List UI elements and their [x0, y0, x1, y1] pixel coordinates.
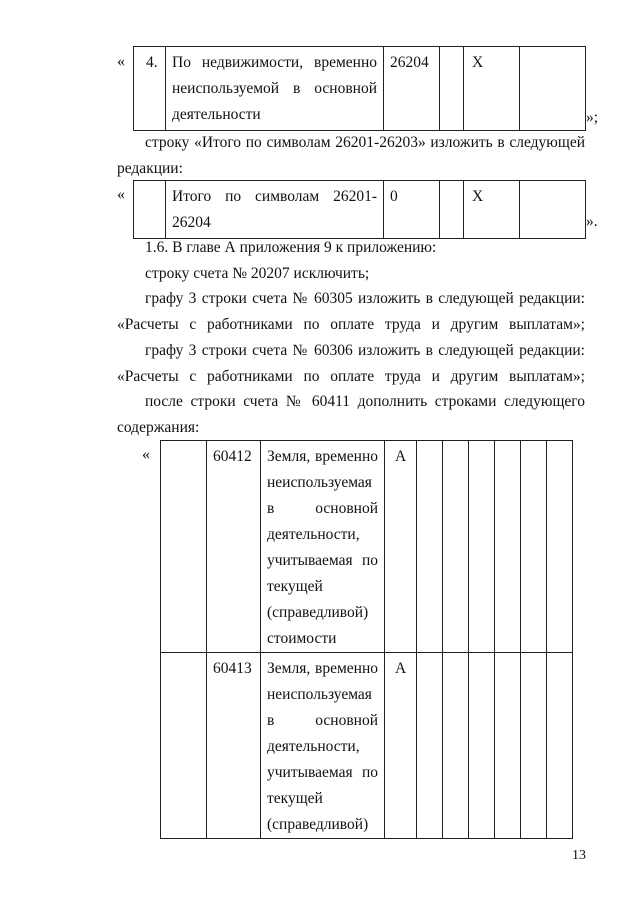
- t3-account-cell: [207, 441, 261, 653]
- table-2: [133, 180, 586, 239]
- t1-mark: Х: [472, 54, 484, 71]
- t3-account-cell: [207, 653, 261, 839]
- t3-name-line: неиспользуемая: [267, 474, 372, 491]
- t3-empty-cell: [161, 441, 207, 653]
- paragraph-line: «Расчеты с работниками по оплате труда и другим выплатам»;: [117, 368, 585, 385]
- table-3: [160, 440, 573, 839]
- t2-desc-cell: [166, 181, 384, 239]
- paragraph-5: [117, 338, 585, 390]
- t3-name-cell: [261, 653, 385, 839]
- t3-name-line: текущей: [267, 790, 323, 807]
- t3-empty-cell: [521, 441, 547, 653]
- t1-empty-cell: [440, 47, 464, 131]
- t2-empty-cell: [440, 181, 464, 239]
- t3-name-line: в основной: [267, 712, 378, 729]
- t3-empty-cell: [521, 653, 547, 839]
- t2-empty-cell: [134, 181, 166, 239]
- t3-empty-cell: [469, 653, 495, 839]
- t2-empty-cell: [520, 181, 586, 239]
- t3-name-line: учитываемая по: [267, 552, 378, 569]
- paragraph-4: [117, 286, 585, 338]
- t3-name-line: стоимости: [267, 630, 337, 647]
- t3-name-line: учитываемая по: [267, 764, 378, 781]
- paragraph-line: графу 3 строки счета № 60305 изложить в следующей редакции:: [145, 290, 585, 307]
- paragraph-line: после строки счета № 60411 дополнить строками следующего: [145, 393, 585, 410]
- table-1: [133, 46, 586, 131]
- paragraph-3: строку счета № 20207 исключить;: [145, 265, 370, 282]
- t2-value: 0: [390, 188, 398, 205]
- t2-desc-line: Итого по символам 26201-: [172, 188, 377, 205]
- paragraph-line: «Расчеты с работниками по оплате труда и другим выплатам»;: [117, 316, 585, 333]
- t1-empty-cell: [520, 47, 586, 131]
- t3-type: А: [395, 660, 407, 677]
- t3-type-cell: [385, 653, 417, 839]
- t3-type: А: [395, 448, 407, 465]
- t3-empty-cell: [469, 441, 495, 653]
- quote-open-3: «: [142, 446, 150, 463]
- t1-desc-line: неиспользуемой в основной: [172, 80, 377, 97]
- t1-mark-cell: [464, 47, 520, 131]
- t3-empty-cell: [443, 441, 469, 653]
- quote-close-2: ».: [586, 213, 598, 230]
- t3-empty-cell: [495, 441, 521, 653]
- t3-empty-cell: [547, 441, 573, 653]
- t2-mark: Х: [472, 188, 484, 205]
- paragraph-line: содержания:: [117, 419, 200, 436]
- paragraph-1: [117, 130, 585, 182]
- t2-desc-line: 26204: [172, 214, 211, 231]
- t3-account: 60412: [213, 448, 252, 465]
- t3-name-line: (справедливой): [267, 604, 369, 621]
- t1-desc-cell: [166, 47, 384, 131]
- t1-num-cell: [134, 47, 166, 131]
- table-row: [161, 653, 573, 839]
- page-number: 13: [572, 848, 586, 863]
- t3-name-line: деятельности,: [267, 526, 360, 543]
- paragraph-2: 1.6. В главе А приложения 9 к приложению:: [145, 239, 437, 256]
- t3-name-line: в основной: [267, 500, 378, 517]
- paragraph-line: графу 3 строки счета № 60306 изложить в следующей редакции:: [145, 342, 585, 359]
- t2-mark-cell: [464, 181, 520, 239]
- t3-name-line: текущей: [267, 578, 323, 595]
- t3-empty-cell: [495, 653, 521, 839]
- t3-empty-cell: [161, 653, 207, 839]
- t3-empty-cell: [417, 441, 443, 653]
- table-row: [161, 441, 573, 653]
- t3-empty-cell: [443, 653, 469, 839]
- t3-type-cell: [385, 441, 417, 653]
- t1-num: 4.: [146, 54, 158, 71]
- quote-open-2: «: [117, 186, 125, 203]
- t3-name-line: Земля, временно: [267, 448, 378, 465]
- quote-open-1: «: [117, 53, 125, 70]
- t3-empty-cell: [417, 653, 443, 839]
- t3-name-line: (справедливой): [267, 816, 369, 833]
- paragraph-line: редакции:: [117, 160, 183, 177]
- t1-code-cell: [384, 47, 440, 131]
- t3-account: 60413: [213, 660, 252, 677]
- t3-empty-cell: [547, 653, 573, 839]
- quote-close-1: »;: [586, 109, 599, 126]
- t3-name-line: неиспользуемая: [267, 686, 372, 703]
- paragraph-line: строку «Итого по символам 26201-26203» изложить в следующей: [145, 134, 585, 151]
- paragraph-6: [117, 389, 585, 441]
- t1-desc-line: деятельности: [172, 106, 261, 123]
- t1-code: 26204: [390, 54, 429, 71]
- t3-name-cell: [261, 441, 385, 653]
- t2-value-cell: [384, 181, 440, 239]
- t1-desc-line: По недвижимости, временно: [172, 54, 377, 71]
- t3-name-line: деятельности,: [267, 738, 360, 755]
- t3-name-line: Земля, временно: [267, 660, 378, 677]
